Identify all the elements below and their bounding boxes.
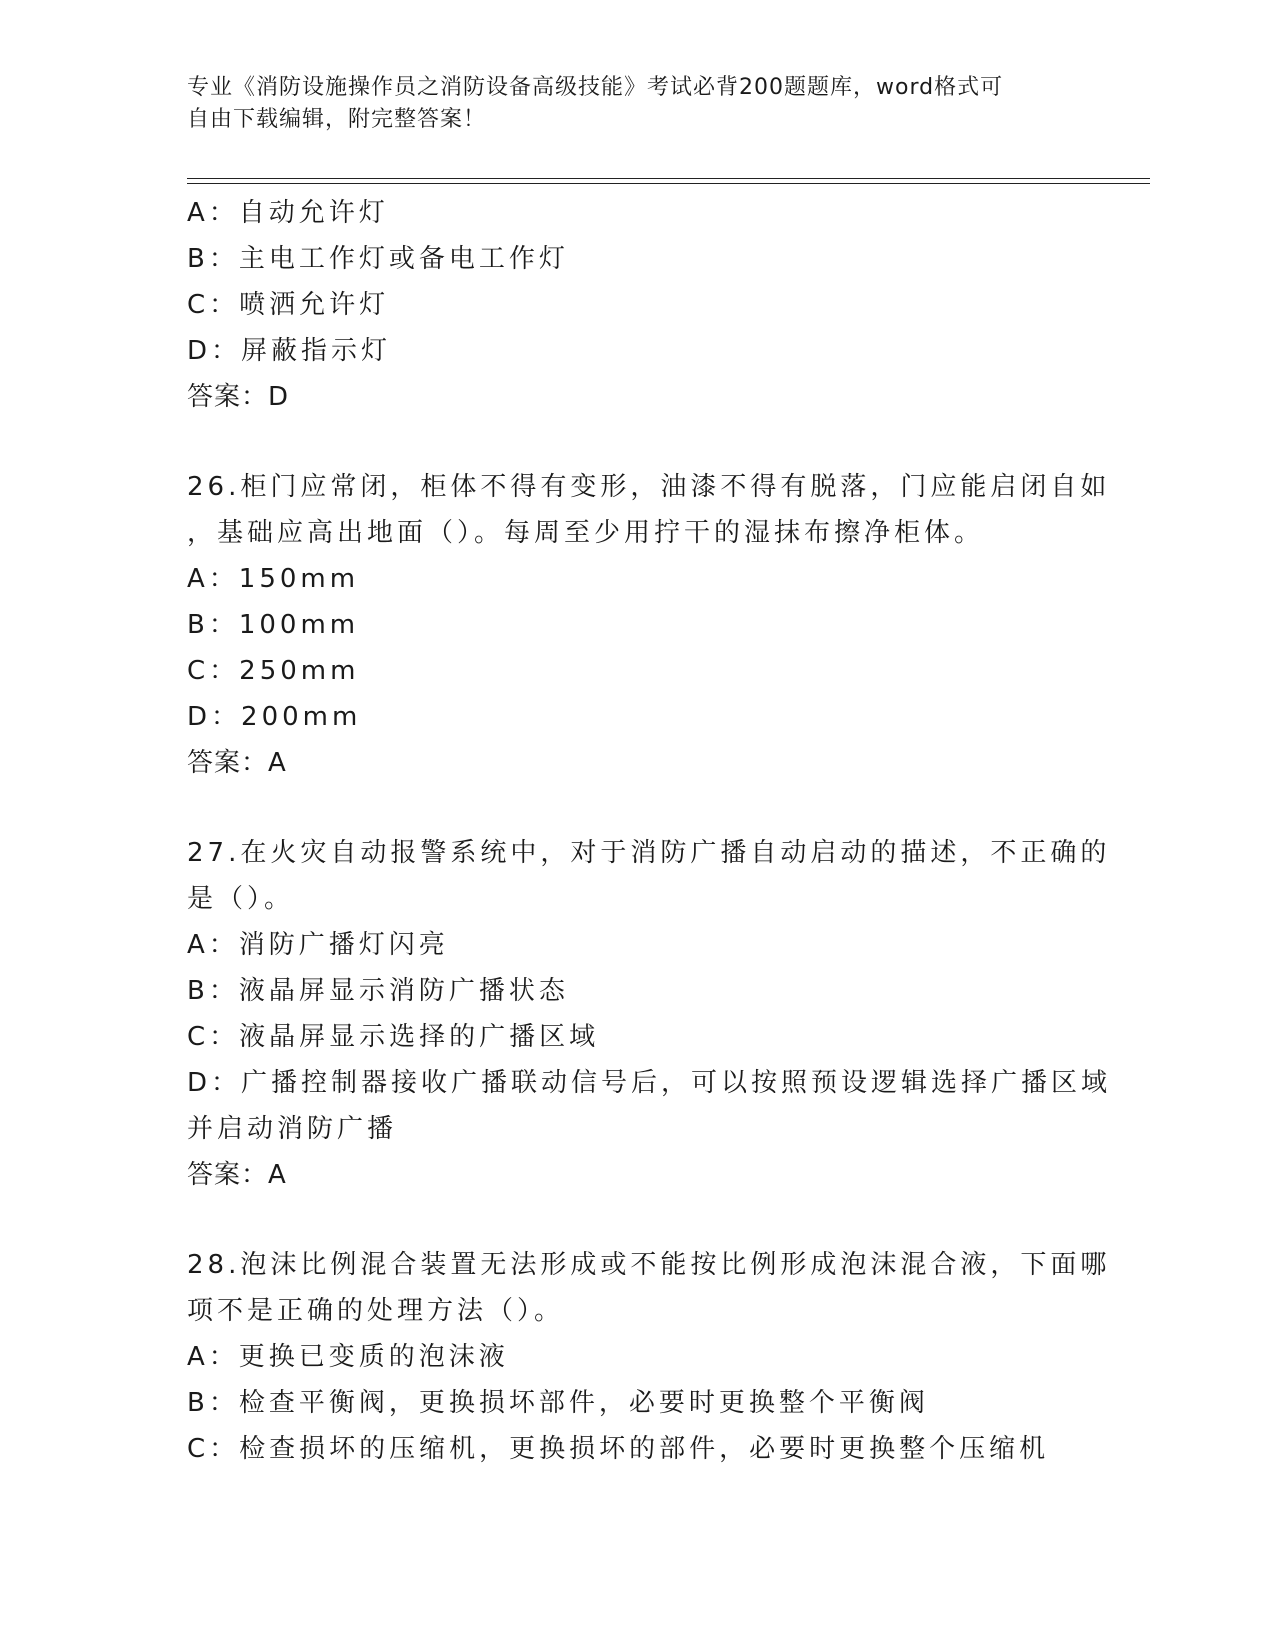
option-a: A：更换已变质的泡沫液: [187, 1342, 509, 1372]
option-d: D：屏蔽指示灯: [187, 336, 392, 366]
option-a: A：150mm: [187, 564, 360, 594]
option-c: C：检查损坏的压缩机，更换损坏的部件，必要时更换整个压缩机: [187, 1434, 1050, 1464]
question-28: [187, 1242, 1111, 1472]
option-d: D：200mm: [187, 702, 362, 732]
option-a: A：自动允许灯: [187, 198, 389, 228]
question-stem-line-1: 28.泡沫比例混合装置无法形成或不能按比例形成泡沫混合液，下面哪: [187, 1250, 1111, 1280]
question-list: [187, 190, 1112, 1472]
header-line-2: 自由下载编辑，附完整答案！: [187, 107, 487, 132]
header-line-1: 专业《消防设施操作员之消防设备高级技能》考试必背200题题库，word格式可: [187, 75, 1004, 100]
option-d-line-2: 并启动消防广播: [187, 1114, 398, 1144]
question-spacer: [187, 1198, 1067, 1242]
option-b: B：100mm: [187, 610, 360, 640]
question-spacer: [187, 420, 1067, 464]
option-c: C：250mm: [187, 656, 360, 686]
question-26: [187, 464, 1111, 786]
question-25-tail: [187, 190, 1067, 420]
option-b: B：检查平衡阀，更换损坏部件，必要时更换整个平衡阀: [187, 1388, 929, 1418]
option-b: B：液晶屏显示消防广播状态: [187, 976, 569, 1006]
question-stem-line-2: 是（）。: [187, 884, 295, 914]
option-c: C：喷洒允许灯: [187, 290, 390, 320]
header-divider-top: [187, 178, 1150, 179]
question-stem-line-1: 27.在火灾自动报警系统中，对于消防广播自动启动的描述，不正确的: [187, 838, 1111, 868]
answer: 答案：A: [187, 748, 287, 778]
option-d-line-1: D：广播控制器接收广播联动信号后，可以按照预设逻辑选择广播区域: [187, 1068, 1112, 1098]
answer: 答案：A: [187, 1160, 287, 1190]
question-spacer: [187, 786, 1067, 830]
question-stem-line-2: 项不是正确的处理方法（）。: [187, 1296, 565, 1326]
question-27: [187, 830, 1112, 1198]
option-c: C：液晶屏显示选择的广播区域: [187, 1022, 600, 1052]
answer: 答案：D: [187, 382, 290, 412]
option-b: B：主电工作灯或备电工作灯: [187, 244, 569, 274]
question-stem-line-1: 26.柜门应常闭，柜体不得有变形，油漆不得有脱落，门应能启闭自如: [187, 472, 1111, 502]
option-a: A：消防广播灯闪亮: [187, 930, 449, 960]
question-stem-line-2: ，基础应高出地面（）。每周至少用拧干的湿抹布擦净柜体。: [187, 518, 985, 548]
document-header: [187, 72, 1067, 136]
header-divider-bottom: [187, 183, 1150, 184]
